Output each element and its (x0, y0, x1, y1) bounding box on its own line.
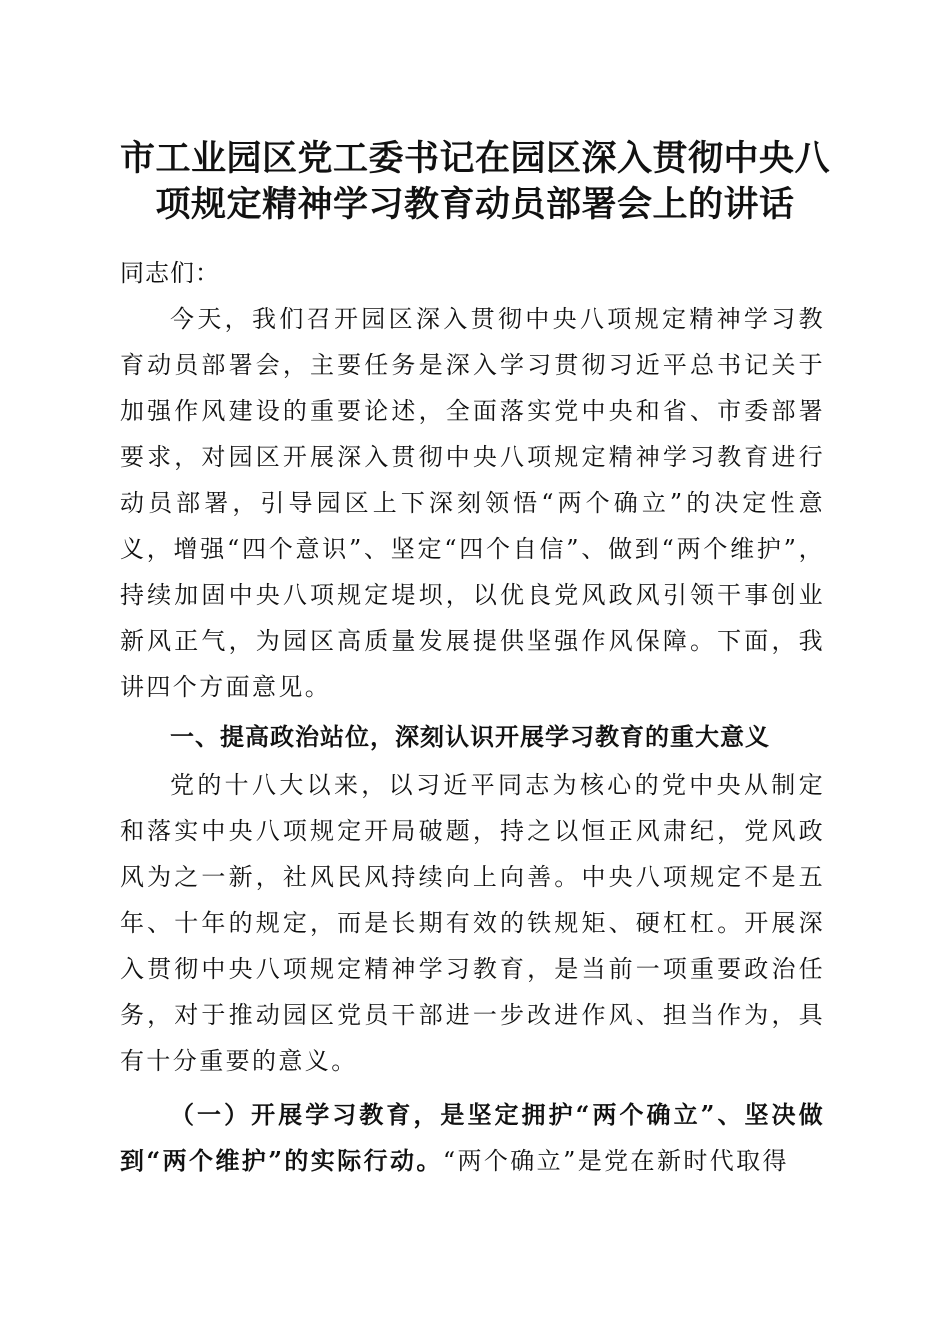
title-line-2: 项规定精神学习教育动员部署会上的讲话 (155, 184, 795, 225)
subsection-1-lead: （一）开展学习教育，是坚定拥护“两个确立”、坚决做到“两个维护”的实际行动。 (120, 1100, 825, 1175)
document-title (100, 136, 850, 228)
document-body (120, 250, 825, 1184)
paragraph-intro: 今天，我们召开园区深入贯彻中央八项规定精神学习教育动员部署会，主要任务是深入学习贯彻习近平总书记关于加强作风建设的重要论述，全面落实党中央和省、市委部署要求，对园区开展深入贯彻中央八项规定精神学习教育进行动员部署，引导园区上下深刻领悟“两个确立”的决定性意义，增强“四个意识”、坚定“四个自信”、做到“两个维护”，持续加固中央八项规定堤坝，以优良党风政风引领干事创业新风正气，为园区高质量发展提供坚强作风保障。下面，我讲四个方面意见。 (120, 305, 825, 701)
title-line-1: 市工业园区党工委书记在园区深入贯彻中央八 (119, 138, 830, 179)
subsection-1 (120, 1092, 825, 1184)
salutation: 同志们： (120, 259, 220, 287)
section-heading-1: 一、提高政治站位，深刻认识开展学习教育的重大意义 (170, 723, 770, 751)
subsection-1-text: “两个确立”是党在新时代取得 (442, 1147, 789, 1175)
paragraph-section-1: 党的十八大以来，以习近平同志为核心的党中央从制定和落实中央八项规定开局破题，持之以恒正风肃纪，党风政风为之一新，社风民风持续向上向善。中央八项规定不是五年、十年的规定，而是长期有效的铁规矩、硬杠杠。开展深入贯彻中央八项规定精神学习教育，是当前一项重要政治任务，对于推动园区党员干部进一步改进作风、担当作为，具有十分重要的意义。 (120, 771, 825, 1075)
